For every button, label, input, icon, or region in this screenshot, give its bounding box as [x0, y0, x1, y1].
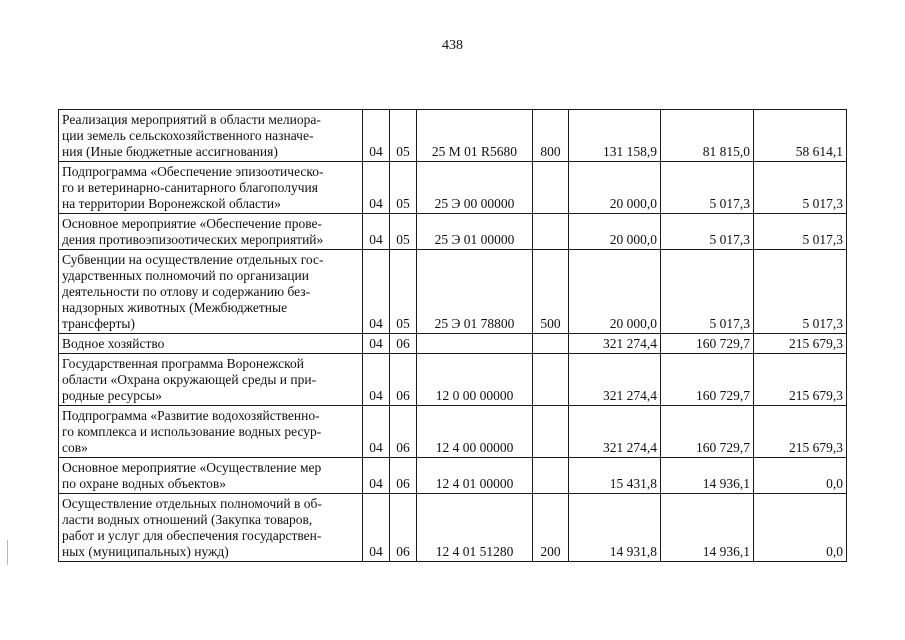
amount-year-2: 5 017,3	[661, 162, 754, 214]
table-row	[59, 494, 847, 562]
amount-year-3: 5 017,3	[754, 250, 847, 334]
row-name: Основное мероприятие «Осуществление мер по охране водных объектов»	[59, 458, 363, 494]
target-article-code: 25 М 01 R5680	[417, 110, 533, 162]
row-name: Водное хозяйство	[59, 334, 363, 354]
amount-year-3: 215 679,3	[754, 334, 847, 354]
section-code: 04	[363, 250, 390, 334]
target-article-code	[417, 334, 533, 354]
amount-year-3: 5 017,3	[754, 162, 847, 214]
amount-year-3: 215 679,3	[754, 406, 847, 458]
target-article-code: 12 4 01 51280	[417, 494, 533, 562]
subsection-code: 06	[390, 406, 417, 458]
amount-year-3: 5 017,3	[754, 214, 847, 250]
expense-type-code: 500	[533, 250, 569, 334]
table-row	[59, 162, 847, 214]
section-code: 04	[363, 458, 390, 494]
expense-type-code	[533, 214, 569, 250]
amount-year-3: 0,0	[754, 494, 847, 562]
expense-type-code: 200	[533, 494, 569, 562]
amount-year-2: 160 729,7	[661, 334, 754, 354]
section-code: 04	[363, 354, 390, 406]
table-row	[59, 110, 847, 162]
amount-year-1: 14 931,8	[569, 494, 661, 562]
section-code: 04	[363, 162, 390, 214]
section-code: 04	[363, 334, 390, 354]
row-name: Субвенции на осуществление отдельных гос- ударственных полномочий по организации деятельности по отлову и содержанию без- надзорных животных (Межбюджетные трансферты)	[59, 250, 363, 334]
budget-table	[58, 109, 847, 562]
target-article-code: 25 Э 01 78800	[417, 250, 533, 334]
table-row	[59, 250, 847, 334]
amount-year-2: 81 815,0	[661, 110, 754, 162]
expense-type-code	[533, 162, 569, 214]
subsection-code: 06	[390, 334, 417, 354]
subsection-code: 05	[390, 162, 417, 214]
row-name: Государственная программа Воронежской области «Охрана окружающей среды и при- родные ресурсы»	[59, 354, 363, 406]
expense-type-code	[533, 354, 569, 406]
expense-type-code	[533, 406, 569, 458]
subsection-code: 06	[390, 458, 417, 494]
amount-year-2: 5 017,3	[661, 214, 754, 250]
section-code: 04	[363, 494, 390, 562]
amount-year-1: 321 274,4	[569, 354, 661, 406]
amount-year-1: 20 000,0	[569, 250, 661, 334]
scan-margin-line	[7, 540, 8, 565]
amount-year-1: 321 274,4	[569, 406, 661, 458]
section-code: 04	[363, 214, 390, 250]
section-code: 04	[363, 406, 390, 458]
amount-year-2: 160 729,7	[661, 354, 754, 406]
row-name: Подпрограмма «Развитие водохозяйственно- го комплекса и использование водных ресур- сов»	[59, 406, 363, 458]
subsection-code: 05	[390, 110, 417, 162]
amount-year-1: 20 000,0	[569, 214, 661, 250]
amount-year-1: 131 158,9	[569, 110, 661, 162]
amount-year-1: 321 274,4	[569, 334, 661, 354]
subsection-code: 05	[390, 250, 417, 334]
subsection-code: 06	[390, 494, 417, 562]
target-article-code: 12 0 00 00000	[417, 354, 533, 406]
target-article-code: 12 4 00 00000	[417, 406, 533, 458]
amount-year-2: 160 729,7	[661, 406, 754, 458]
row-name: Подпрограмма «Обеспечение эпизоотическо- го и ветеринарно-санитарного благополучия на территории Воронежской области»	[59, 162, 363, 214]
target-article-code: 12 4 01 00000	[417, 458, 533, 494]
subsection-code: 06	[390, 354, 417, 406]
page-number: 438	[442, 38, 463, 53]
amount-year-3: 58 614,1	[754, 110, 847, 162]
amount-year-1: 20 000,0	[569, 162, 661, 214]
row-name: Реализация мероприятий в области мелиора- ции земель сельскохозяйственного назначе- ния (Иные бюджетные ассигнования)	[59, 110, 363, 162]
target-article-code: 25 Э 00 00000	[417, 162, 533, 214]
amount-year-1: 15 431,8	[569, 458, 661, 494]
amount-year-2: 14 936,1	[661, 494, 754, 562]
section-code: 04	[363, 110, 390, 162]
row-name: Основное мероприятие «Обеспечение прове- дения противоэпизоотических мероприятий»	[59, 214, 363, 250]
subsection-code: 05	[390, 214, 417, 250]
table-row	[59, 354, 847, 406]
table-row	[59, 458, 847, 494]
amount-year-3: 0,0	[754, 458, 847, 494]
target-article-code: 25 Э 01 00000	[417, 214, 533, 250]
amount-year-3: 215 679,3	[754, 354, 847, 406]
amount-year-2: 5 017,3	[661, 250, 754, 334]
expense-type-code	[533, 334, 569, 354]
expense-type-code	[533, 458, 569, 494]
row-name: Осуществление отдельных полномочий в об- ласти водных отношений (Закупка товаров, работ и услуг для обеспечения государствен- ных (муниципальных) нужд)	[59, 494, 363, 562]
table-row	[59, 334, 847, 354]
amount-year-2: 14 936,1	[661, 458, 754, 494]
table-row	[59, 406, 847, 458]
table-row	[59, 214, 847, 250]
expense-type-code: 800	[533, 110, 569, 162]
